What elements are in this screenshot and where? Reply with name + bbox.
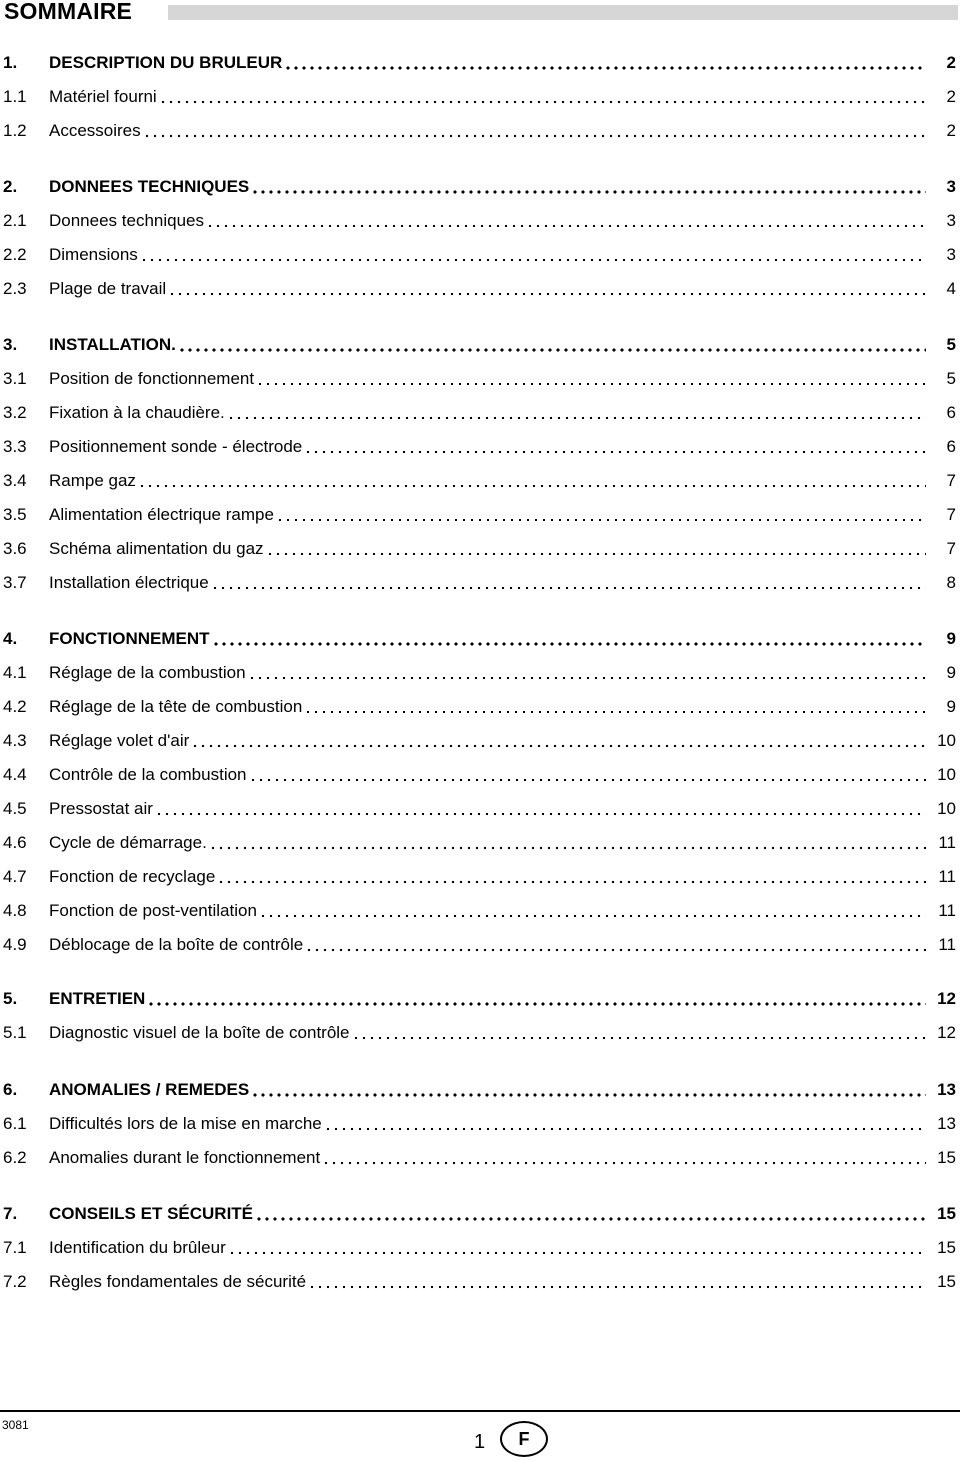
toc-page-number: 13	[937, 1080, 956, 1099]
toc-number: 4.3	[3, 731, 27, 750]
toc-page-number: 9	[946, 629, 956, 648]
toc-page-number: 11	[938, 833, 956, 852]
toc-page-number: 9	[946, 697, 956, 716]
toc-number: 1.1	[3, 87, 27, 106]
toc-number: 4.1	[3, 663, 27, 682]
toc-number: 4.9	[3, 935, 27, 954]
toc-label: Réglage volet d'air	[49, 731, 190, 750]
toc-page-number: 2	[946, 121, 956, 140]
toc-number: 2.	[3, 177, 18, 196]
toc-leader-dots	[256, 368, 926, 386]
toc-entry[interactable]	[3, 660, 956, 684]
toc-leader-dots	[249, 764, 926, 782]
toc-label: Rampe gaz	[49, 471, 136, 490]
toc-entry[interactable]	[3, 276, 956, 300]
toc-label: Anomalies durant le fonctionnement	[49, 1148, 321, 1167]
toc-entry[interactable]	[3, 694, 956, 718]
toc-entry[interactable]	[3, 728, 956, 752]
toc-number: 3.6	[3, 539, 27, 558]
toc-number: 6.1	[3, 1114, 27, 1133]
toc-number: 4.	[3, 629, 18, 648]
toc-page-number: 2	[946, 53, 956, 72]
toc-leader-dots	[140, 244, 926, 262]
toc-entry[interactable]	[3, 932, 956, 956]
toc-entry[interactable]	[3, 208, 956, 232]
toc-number: 4.7	[3, 867, 27, 886]
toc-label: Contrôle de la combustion	[49, 765, 247, 784]
toc-number: 4.5	[3, 799, 27, 818]
toc-number: 3.1	[3, 369, 27, 388]
toc-page-number: 10	[937, 765, 956, 784]
toc-number: 4.8	[3, 901, 27, 920]
toc-page-number: 12	[937, 1023, 956, 1042]
toc-page-number: 15	[937, 1272, 956, 1291]
toc-label: Matériel fourni	[49, 87, 157, 106]
toc-leader-dots	[255, 1203, 926, 1221]
toc-leader-dots	[284, 52, 926, 70]
page-number: 1	[474, 1431, 486, 1453]
toc-label: DONNEES TECHNIQUES	[49, 177, 250, 196]
toc-leader-dots	[322, 1147, 926, 1165]
toc-label: Pressostat air	[49, 799, 153, 818]
toc-entry[interactable]	[3, 468, 956, 492]
toc-label: Donnees techniques	[49, 211, 205, 230]
toc-leader-dots	[168, 278, 926, 296]
toc-leader-dots	[251, 1079, 926, 1097]
toc-label: Difficultés lors de la mise en marche	[49, 1114, 322, 1133]
toc-leader-dots	[143, 120, 926, 138]
toc-number: 4.6	[3, 833, 27, 852]
toc-leader-dots	[227, 402, 926, 420]
toc-number: 4.4	[3, 765, 27, 784]
toc-page-number: 11	[938, 901, 956, 920]
toc-entry[interactable]	[3, 434, 956, 458]
toc-label: Schéma alimentation du gaz	[49, 539, 264, 558]
toc-number: 3.4	[3, 471, 27, 490]
toc-entry[interactable]	[3, 400, 956, 424]
title-rule	[168, 5, 958, 20]
toc-section[interactable]	[3, 1077, 956, 1101]
toc-label: INSTALLATION.	[49, 335, 176, 354]
toc-page-number: 13	[937, 1114, 956, 1133]
toc-label: Installation électrique	[49, 573, 209, 592]
toc-label: Identification du brûleur	[49, 1238, 226, 1257]
toc-leader-dots	[191, 730, 926, 748]
toc-label: Réglage de la tête de combustion	[49, 697, 303, 716]
toc-leader-dots	[178, 334, 926, 352]
toc-page-number: 15	[937, 1238, 956, 1257]
toc-number: 6.	[3, 1080, 18, 1099]
toc-leader-dots	[147, 988, 926, 1006]
toc-label: FONCTIONNEMENT	[49, 629, 210, 648]
toc-label: ANOMALIES / REMEDES	[49, 1080, 250, 1099]
toc-entry[interactable]	[3, 502, 956, 526]
toc-number: 1.	[3, 53, 18, 72]
toc-number: 5.	[3, 989, 18, 1008]
toc-page-number: 7	[946, 471, 956, 490]
toc-page-number: 3	[946, 177, 956, 196]
toc-section[interactable]	[3, 986, 956, 1010]
toc-label: Fonction de post-ventilation	[49, 901, 257, 920]
toc-entry[interactable]	[3, 796, 956, 820]
toc-leader-dots	[276, 504, 926, 522]
toc-page-number: 9	[946, 663, 956, 682]
language-code: F	[518, 1428, 530, 1449]
toc-section[interactable]	[3, 50, 956, 74]
toc-label: Position de fonctionnement	[49, 369, 255, 388]
toc-section[interactable]	[3, 332, 956, 356]
toc-label: Règles fondamentales de sécurité	[49, 1272, 307, 1291]
toc-leader-dots	[155, 798, 926, 816]
toc-entry[interactable]	[3, 762, 956, 786]
toc-entry[interactable]	[3, 366, 956, 390]
toc-page-number: 15	[937, 1148, 956, 1167]
toc-number: 4.2	[3, 697, 27, 716]
toc-leader-dots	[217, 866, 926, 884]
toc-page-number: 3	[946, 211, 956, 230]
toc-entry[interactable]	[3, 1235, 956, 1259]
toc-page-number: 11	[938, 867, 956, 886]
toc-section[interactable]	[3, 174, 956, 198]
toc-number: 6.2	[3, 1148, 27, 1167]
toc-leader-dots	[209, 832, 926, 850]
toc-number: 3.7	[3, 573, 27, 592]
toc-label: Plage de travail	[49, 279, 167, 298]
toc-section[interactable]	[3, 626, 956, 650]
toc-label: Accessoires	[49, 121, 141, 140]
toc-entry[interactable]	[3, 1145, 956, 1169]
toc-label: Diagnostic visuel de la boîte de contrôle	[49, 1023, 350, 1042]
toc-page-number: 7	[946, 505, 956, 524]
toc-leader-dots	[304, 436, 926, 454]
toc-page-number: 2	[946, 87, 956, 106]
toc-page-number: 11	[938, 935, 956, 954]
toc-number: 2.3	[3, 279, 27, 298]
toc-number: 3.5	[3, 505, 27, 524]
toc-page-number: 5	[946, 335, 956, 354]
toc-leader-dots	[228, 1237, 926, 1255]
toc-page-number: 4	[946, 279, 956, 298]
toc-number: 7.	[3, 1204, 18, 1223]
toc-number: 1.2	[3, 121, 27, 140]
toc-page-number: 15	[937, 1204, 956, 1223]
toc-number: 5.1	[3, 1023, 27, 1042]
toc-label: CONSEILS ET SÉCURITÉ	[49, 1204, 254, 1223]
toc-leader-dots	[305, 934, 926, 952]
toc-label: DESCRIPTION DU BRULEUR	[49, 53, 283, 72]
toc-page-number: 10	[937, 799, 956, 818]
toc-leader-dots	[138, 470, 926, 488]
toc-label: Fonction de recyclage	[49, 867, 216, 886]
footer-divider	[0, 1410, 960, 1412]
toc-number: 2.2	[3, 245, 27, 264]
language-badge	[500, 1421, 548, 1457]
toc-label: Alimentation électrique rampe	[49, 505, 274, 524]
toc-page-number: 3	[946, 245, 956, 264]
page-title: SOMMAIRE	[4, 0, 133, 24]
toc-number: 7.1	[3, 1238, 27, 1257]
toc-number: 3.3	[3, 437, 27, 456]
toc-leader-dots	[266, 538, 926, 556]
toc-label: Dimensions	[49, 245, 138, 264]
toc-leader-dots	[248, 662, 926, 680]
toc-page-number: 5	[946, 369, 956, 388]
toc-page-number: 7	[946, 539, 956, 558]
toc-leader-dots	[308, 1271, 926, 1289]
toc-leader-dots	[212, 628, 926, 646]
toc-page-number: 12	[937, 989, 956, 1008]
document-code: 3081	[2, 1418, 29, 1432]
toc-section[interactable]	[3, 1201, 956, 1225]
toc-entry[interactable]	[3, 1111, 956, 1135]
toc-entry[interactable]	[3, 864, 956, 888]
toc-entry[interactable]	[3, 1020, 956, 1044]
toc-leader-dots	[206, 210, 926, 228]
toc-entry[interactable]	[3, 84, 956, 108]
toc-leader-dots	[324, 1113, 926, 1131]
toc-leader-dots	[352, 1022, 926, 1040]
toc-entry[interactable]	[3, 898, 956, 922]
toc-leader-dots	[159, 86, 926, 104]
toc-label: Réglage de la combustion	[49, 663, 246, 682]
toc-label: ENTRETIEN	[49, 989, 146, 1008]
toc-number: 3.	[3, 335, 18, 354]
toc-leader-dots	[304, 696, 926, 714]
toc-label: Positionnement sonde - électrode	[49, 437, 303, 456]
toc-entry[interactable]	[3, 242, 956, 266]
toc-number: 2.1	[3, 211, 27, 230]
toc-label: Déblocage de la boîte de contrôle	[49, 935, 304, 954]
toc-number: 7.2	[3, 1272, 27, 1291]
toc-entry[interactable]	[3, 570, 956, 594]
toc-leader-dots	[251, 176, 926, 194]
toc-entry[interactable]	[3, 1269, 956, 1293]
toc-label: Fixation à la chaudière.	[49, 403, 225, 422]
toc-number: 3.2	[3, 403, 27, 422]
toc-entry[interactable]	[3, 118, 956, 142]
toc-label: Cycle de démarrage.	[49, 833, 207, 852]
toc-entry[interactable]	[3, 536, 956, 560]
toc-page-number: 10	[937, 731, 956, 750]
toc-leader-dots	[211, 572, 926, 590]
toc-leader-dots	[259, 900, 926, 918]
toc-page-number: 6	[946, 403, 956, 422]
toc-entry[interactable]	[3, 830, 956, 854]
toc-page-number: 8	[946, 573, 956, 592]
toc-page-number: 6	[946, 437, 956, 456]
